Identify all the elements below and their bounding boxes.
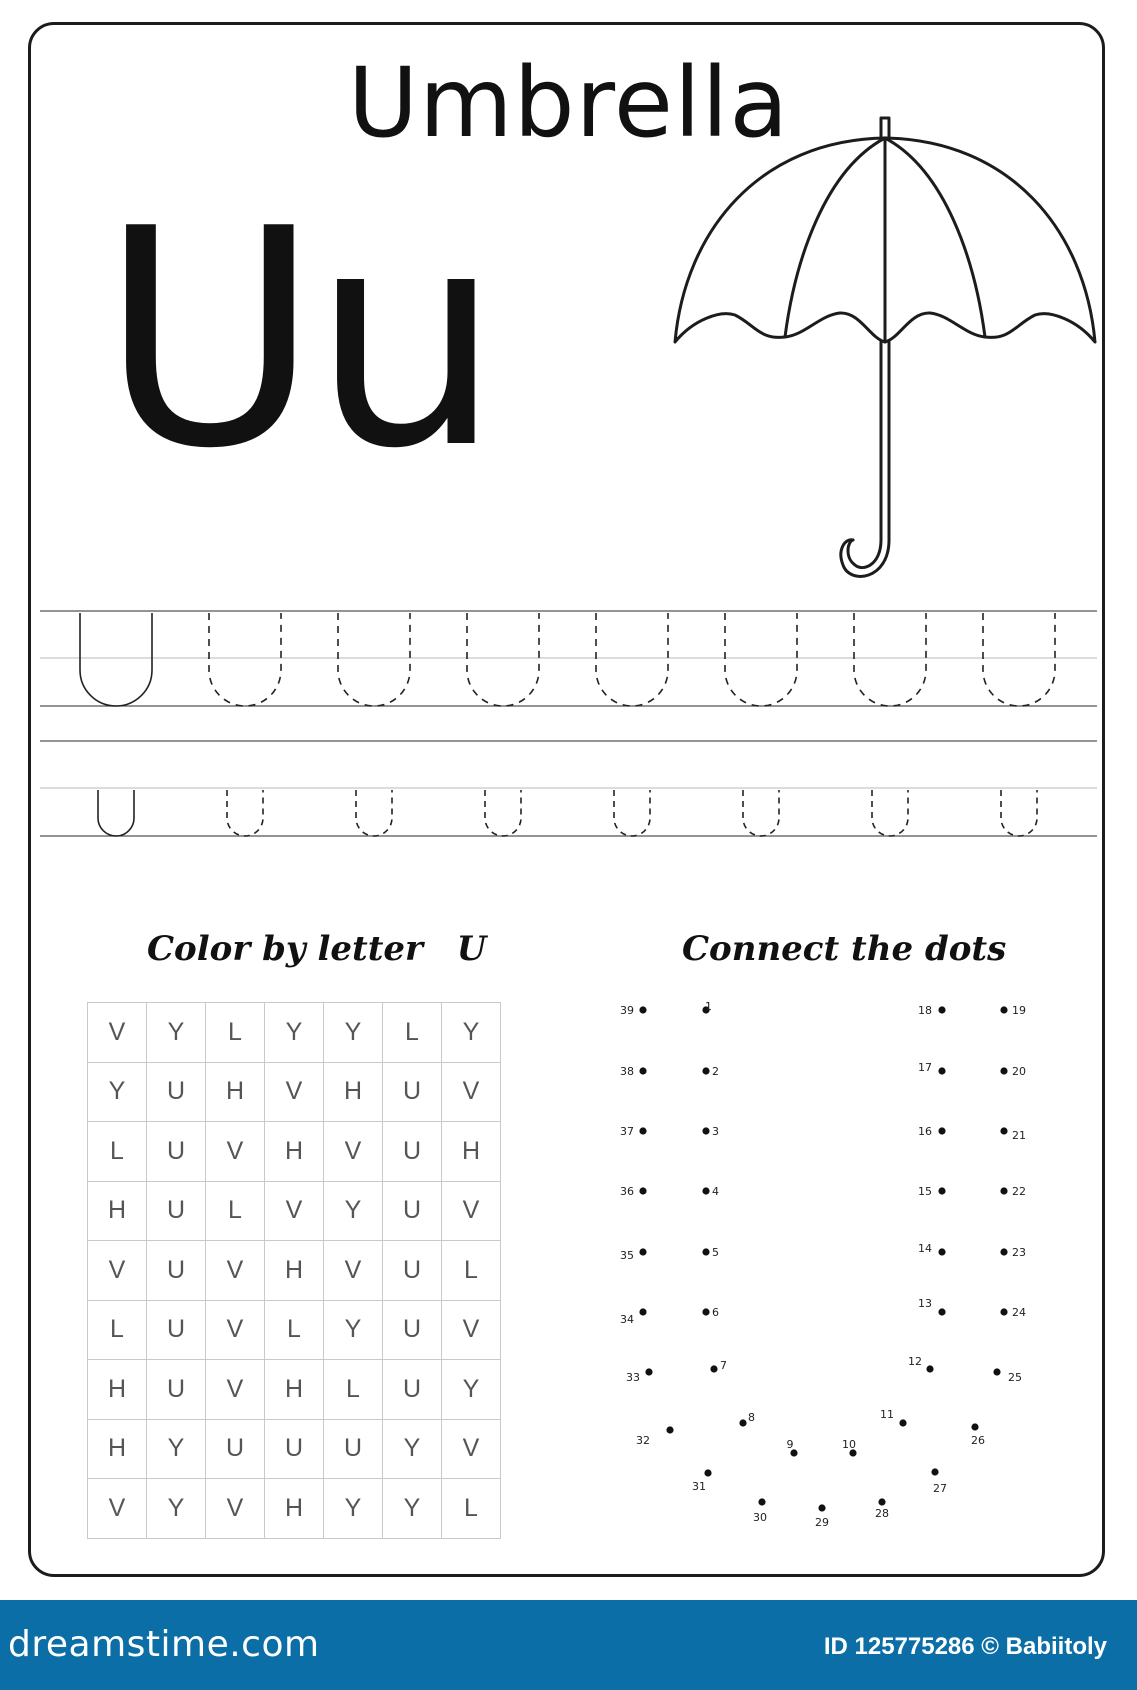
grid-cell: V (88, 1241, 147, 1301)
grid-cell: U (147, 1241, 206, 1301)
grid-cell: L (324, 1360, 383, 1420)
grid-cell: U (265, 1419, 324, 1479)
grid-cell: V (206, 1360, 265, 1420)
dot (666, 1426, 673, 1433)
dot (645, 1368, 652, 1375)
grid-cell: V (265, 1181, 324, 1241)
dot (758, 1498, 765, 1505)
dot-number: 26 (971, 1434, 985, 1447)
grid-cell: Y (88, 1062, 147, 1122)
dot (1000, 1067, 1007, 1074)
grid-cell: U (383, 1062, 442, 1122)
trace-guide-upper (209, 613, 281, 706)
grid-cell: V (324, 1241, 383, 1301)
dot (899, 1419, 906, 1426)
dot-number: 12 (908, 1355, 922, 1368)
dot-number: 9 (786, 1438, 794, 1451)
grid-cell: H (442, 1122, 501, 1182)
grid-cell: L (88, 1122, 147, 1182)
dot (702, 1248, 709, 1255)
grid-cell: Y (324, 1300, 383, 1360)
grid-cell: Y (147, 1479, 206, 1539)
dot-number: 18 (918, 1004, 932, 1017)
grid-row (88, 1241, 501, 1301)
grid-cell: Y (324, 1003, 383, 1063)
dot (702, 1127, 709, 1134)
dot-number: 3 (712, 1125, 719, 1138)
grid-cell: Y (383, 1419, 442, 1479)
dot (1000, 1308, 1007, 1315)
grid-cell: H (88, 1419, 147, 1479)
worksheet-title: Umbrella (347, 47, 790, 159)
grid-row (88, 1181, 501, 1241)
grid-cell: U (147, 1300, 206, 1360)
dot (938, 1006, 945, 1013)
dot-number: 28 (875, 1507, 889, 1520)
dot (710, 1365, 717, 1372)
grid-cell: U (383, 1181, 442, 1241)
grid-cell: Y (324, 1479, 383, 1539)
grid-cell: H (265, 1479, 324, 1539)
grid-row (88, 1360, 501, 1420)
grid-cell: Y (442, 1360, 501, 1420)
color-letter: U (456, 929, 487, 969)
grid-cell: H (88, 1360, 147, 1420)
footer-credit: ID 125775286 © Babiitoly (823, 1633, 1107, 1660)
dot (639, 1127, 646, 1134)
grid-cell: V (206, 1241, 265, 1301)
grid-cell: V (88, 1003, 147, 1063)
grid-cell: H (265, 1360, 324, 1420)
dot-number: 33 (626, 1371, 640, 1384)
dot (938, 1067, 945, 1074)
dot-number: 22 (1012, 1185, 1026, 1198)
dot-number: 32 (636, 1434, 650, 1447)
grid-cell: V (88, 1479, 147, 1539)
footer-bar (0, 1600, 1137, 1690)
grid-cell: H (206, 1062, 265, 1122)
dot (1000, 1006, 1007, 1013)
grid-cell: H (265, 1241, 324, 1301)
dot (639, 1308, 646, 1315)
dot-number: 36 (620, 1185, 634, 1198)
trace-guide-lower (1001, 790, 1037, 836)
trace-guide-lower (485, 790, 521, 836)
dot-number: 11 (880, 1408, 894, 1421)
trace-guide-upper (338, 613, 410, 706)
dot-number: 1 (705, 1000, 712, 1013)
trace-guide-upper (596, 613, 668, 706)
dot-number: 16 (918, 1125, 932, 1138)
grid-cell: H (324, 1062, 383, 1122)
dot (938, 1187, 945, 1194)
grid-cell: Y (147, 1003, 206, 1063)
grid-cell: H (88, 1181, 147, 1241)
dot-number: 37 (620, 1125, 634, 1138)
dot-number: 5 (712, 1246, 719, 1259)
dot-number: 17 (918, 1061, 932, 1074)
grid-row (88, 1003, 501, 1063)
trace-guide-upper (983, 613, 1055, 706)
grid-cell: U (147, 1181, 206, 1241)
color-by-letter-heading: Color by letter (147, 929, 423, 969)
dot (938, 1248, 945, 1255)
dot (639, 1067, 646, 1074)
grid-cell: V (442, 1419, 501, 1479)
grid-cell: L (265, 1300, 324, 1360)
grid-cell: V (442, 1300, 501, 1360)
grid-cell: U (147, 1122, 206, 1182)
connect-dots-puzzle (600, 990, 1040, 1530)
dot (1000, 1187, 1007, 1194)
grid-cell: Y (147, 1419, 206, 1479)
grid-cell: Y (265, 1003, 324, 1063)
trace-model-lower (98, 790, 134, 836)
dot (702, 1067, 709, 1074)
dot (639, 1006, 646, 1013)
grid-cell: L (442, 1241, 501, 1301)
dot-number: 38 (620, 1065, 634, 1078)
grid-cell: L (383, 1003, 442, 1063)
grid-cell: H (265, 1122, 324, 1182)
trace-guide-upper (725, 613, 797, 706)
dot-number: 7 (720, 1359, 727, 1372)
trace-guide-upper (467, 613, 539, 706)
dot (639, 1248, 646, 1255)
dot (739, 1419, 746, 1426)
trace-guide-lower (356, 790, 392, 836)
footer-brand: dreamstime.com (8, 1624, 320, 1665)
dot (878, 1498, 885, 1505)
dot-number: 24 (1012, 1306, 1026, 1319)
trace-model-upper (80, 613, 152, 706)
grid-cell: V (324, 1122, 383, 1182)
dot-number: 2 (712, 1065, 719, 1078)
dot-number: 31 (692, 1480, 706, 1493)
grid-cell: U (206, 1419, 265, 1479)
dot (704, 1469, 711, 1476)
dot-number: 19 (1012, 1004, 1026, 1017)
dot-number: 21 (1012, 1129, 1026, 1142)
grid-cell: U (147, 1062, 206, 1122)
grid-row (88, 1419, 501, 1479)
letter-grid (87, 1002, 501, 1539)
dot-number: 39 (620, 1004, 634, 1017)
grid-cell: V (206, 1300, 265, 1360)
dot (639, 1187, 646, 1194)
dot (926, 1365, 933, 1372)
trace-guide-lower (227, 790, 263, 836)
dot (971, 1423, 978, 1430)
grid-cell: V (265, 1062, 324, 1122)
dot-number: 4 (712, 1185, 719, 1198)
dot (938, 1308, 945, 1315)
grid-cell: U (324, 1419, 383, 1479)
dot-number: 8 (748, 1411, 755, 1424)
grid-row (88, 1479, 501, 1539)
dot-number: 14 (918, 1242, 932, 1255)
dot-number: 6 (712, 1306, 719, 1319)
dot (702, 1308, 709, 1315)
grid-cell: V (206, 1479, 265, 1539)
dot-number: 27 (933, 1482, 947, 1495)
grid-cell: Y (324, 1181, 383, 1241)
dot-number: 29 (815, 1516, 829, 1529)
dot (1000, 1248, 1007, 1255)
grid-cell: Y (383, 1479, 442, 1539)
dot-number: 15 (918, 1185, 932, 1198)
dot-number: 10 (842, 1438, 856, 1451)
dot-number: 13 (918, 1297, 932, 1310)
dot-number: 35 (620, 1249, 634, 1262)
dot-number: 23 (1012, 1246, 1026, 1259)
dot (818, 1504, 825, 1511)
grid-cell: U (383, 1122, 442, 1182)
grid-cell: V (442, 1062, 501, 1122)
dot-number: 30 (753, 1511, 767, 1524)
grid-row (88, 1122, 501, 1182)
grid-cell: U (383, 1241, 442, 1301)
dot (1000, 1127, 1007, 1134)
grid-cell: Y (442, 1003, 501, 1063)
big-letter: Uu (100, 165, 494, 514)
grid-cell: L (442, 1479, 501, 1539)
dot (931, 1468, 938, 1475)
trace-guide-upper (854, 613, 926, 706)
grid-cell: U (383, 1300, 442, 1360)
trace-guide-lower (872, 790, 908, 836)
grid-cell: V (442, 1181, 501, 1241)
grid-cell: V (206, 1122, 265, 1182)
grid-cell: U (147, 1360, 206, 1420)
dot (993, 1368, 1000, 1375)
dot (702, 1187, 709, 1194)
dot-number: 20 (1012, 1065, 1026, 1078)
grid-row (88, 1062, 501, 1122)
grid-cell: L (88, 1300, 147, 1360)
trace-guide-lower (614, 790, 650, 836)
dot-number: 25 (1008, 1371, 1022, 1384)
connect-dots-heading: Connect the dots (682, 929, 1007, 969)
dot (938, 1127, 945, 1134)
trace-guide-lower (743, 790, 779, 836)
grid-cell: L (206, 1003, 265, 1063)
dot-number: 34 (620, 1313, 634, 1326)
grid-cell: U (383, 1360, 442, 1420)
grid-cell: L (206, 1181, 265, 1241)
grid-row (88, 1300, 501, 1360)
